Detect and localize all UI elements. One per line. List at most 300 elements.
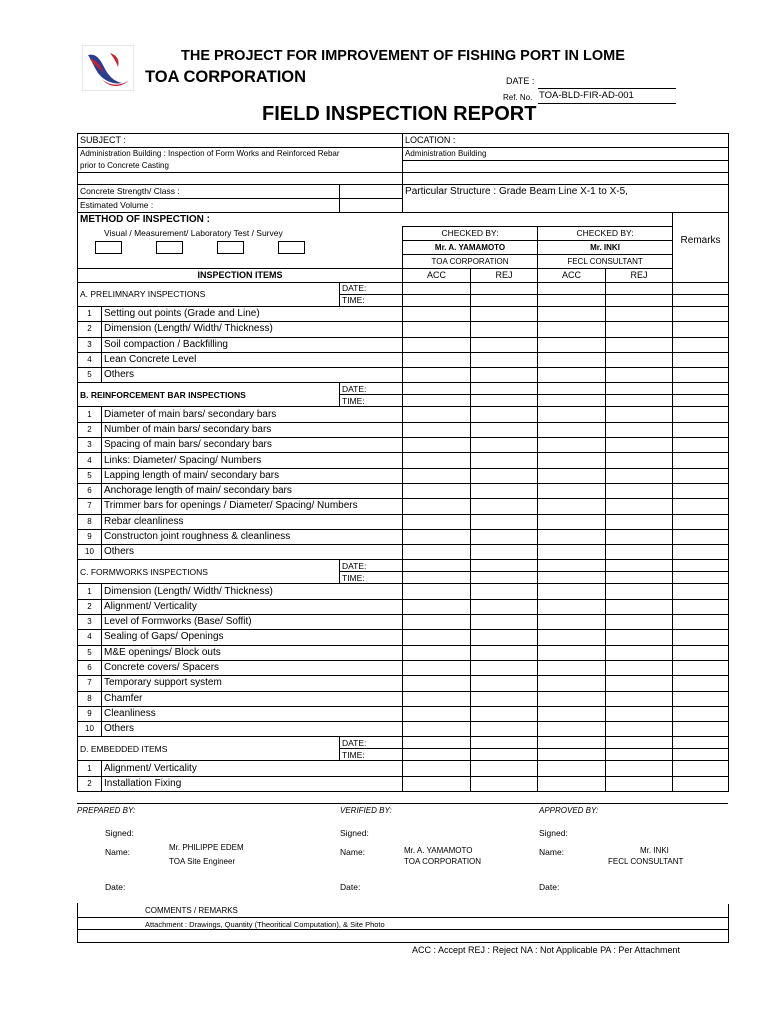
lab-test-checkbox[interactable]	[217, 241, 244, 254]
rej-cell-2[interactable]	[606, 468, 673, 483]
acc-cell-2[interactable]	[538, 615, 606, 630]
item-label: Concrete covers/ Spacers	[102, 660, 403, 675]
section-time-label: TIME:	[340, 572, 403, 584]
item-number: 4	[78, 453, 102, 468]
table-row	[78, 468, 729, 483]
item-label: Constructon joint roughness & cleanliness	[102, 529, 403, 544]
section-time-cell[interactable]	[606, 749, 673, 761]
acc-cell-2[interactable]	[538, 438, 606, 453]
acc-cell-2[interactable]	[538, 407, 606, 422]
table-row	[78, 615, 729, 630]
rej-cell-1[interactable]	[471, 407, 538, 422]
remarks-cell[interactable]	[673, 529, 729, 544]
rej-cell-1[interactable]	[471, 660, 538, 675]
item-number: 9	[78, 529, 102, 544]
item-number: 2	[78, 599, 102, 614]
rej-cell-1[interactable]	[471, 514, 538, 529]
remarks-cell[interactable]	[673, 545, 729, 560]
company-logo	[82, 45, 134, 91]
section-time-cell[interactable]	[403, 749, 471, 761]
acc-cell-2[interactable]	[538, 676, 606, 691]
rej-cell-1[interactable]	[471, 453, 538, 468]
measurement-checkbox[interactable]	[156, 241, 183, 254]
remarks-cell[interactable]	[673, 438, 729, 453]
table-row	[78, 630, 729, 645]
rej-cell-2[interactable]	[606, 438, 673, 453]
rej-cell-2[interactable]	[606, 545, 673, 560]
approved-by-label: APPROVED BY:	[539, 806, 599, 815]
section-date-label: DATE:	[340, 737, 403, 749]
item-number: 2	[78, 422, 102, 437]
table-row	[78, 499, 729, 514]
item-number: 8	[78, 691, 102, 706]
remarks-cell[interactable]	[673, 599, 729, 614]
item-label: Others	[102, 368, 403, 383]
section-time-cell[interactable]	[606, 295, 673, 307]
section-date-cell[interactable]	[471, 383, 538, 395]
acc-cell-2[interactable]	[538, 468, 606, 483]
item-number: 8	[78, 514, 102, 529]
rej-cell-2[interactable]	[606, 407, 673, 422]
item-number: 4	[78, 352, 102, 367]
acc-cell-1[interactable]	[403, 529, 471, 544]
section-time-cell[interactable]	[673, 395, 729, 407]
rej-cell-2[interactable]	[606, 584, 673, 599]
section-date-cell[interactable]	[606, 737, 673, 749]
rej-cell-1[interactable]	[471, 322, 538, 337]
table-row	[78, 407, 729, 422]
remarks-cell[interactable]	[673, 514, 729, 529]
rej-header-2: REJ	[606, 269, 673, 283]
item-label: Soil compaction / Backfilling	[102, 337, 403, 352]
rej-cell-1[interactable]	[471, 615, 538, 630]
estimated-volume-value[interactable]	[340, 199, 403, 213]
visual-checkbox[interactable]	[95, 241, 122, 254]
rej-cell-1[interactable]	[471, 483, 538, 498]
item-number: 10	[78, 545, 102, 560]
table-row	[78, 691, 729, 706]
checked-by-label-2: CHECKED BY:	[538, 227, 673, 241]
acc-cell-1[interactable]	[403, 322, 471, 337]
inspection-form	[77, 133, 729, 792]
rej-cell-1[interactable]	[471, 352, 538, 367]
prepared-signed-label: Signed:	[105, 828, 134, 838]
item-number: 3	[78, 438, 102, 453]
section-time-cell[interactable]	[538, 749, 606, 761]
item-label: Sealing of Gaps/ Openings	[102, 630, 403, 645]
section-time-cell[interactable]	[538, 572, 606, 584]
location-value: Administration Building	[403, 148, 729, 161]
survey-checkbox[interactable]	[278, 241, 305, 254]
acc-cell-1[interactable]	[403, 545, 471, 560]
section-date-cell[interactable]	[538, 383, 606, 395]
prepared-by-label: PREPARED BY:	[77, 806, 136, 815]
acc-cell-1[interactable]	[403, 615, 471, 630]
rej-cell-1[interactable]	[471, 529, 538, 544]
acc-cell-2[interactable]	[538, 453, 606, 468]
section-time-cell[interactable]	[673, 572, 729, 584]
acc-cell-1[interactable]	[403, 337, 471, 352]
item-number: 4	[78, 630, 102, 645]
prepared-title: TOA Site Engineer	[169, 857, 236, 866]
section-time-cell[interactable]	[471, 295, 538, 307]
rej-cell-2[interactable]	[606, 514, 673, 529]
acc-cell-1[interactable]	[403, 584, 471, 599]
remarks-cell[interactable]	[673, 706, 729, 721]
section-date-cell[interactable]	[403, 737, 471, 749]
acc-cell-2[interactable]	[538, 529, 606, 544]
acc-cell-2[interactable]	[538, 599, 606, 614]
section-date-cell[interactable]	[403, 283, 471, 295]
item-label: Rebar cleanliness	[102, 514, 403, 529]
location-blank	[403, 161, 729, 173]
acc-cell-2[interactable]	[538, 483, 606, 498]
acc-cell-1[interactable]	[403, 307, 471, 322]
item-number: 3	[78, 615, 102, 630]
item-label: Chamfer	[102, 691, 403, 706]
prepared-name-label: Name:	[105, 847, 131, 857]
legend: ACC : Accept REJ : Reject NA : Not Applicable PA : Per Attachment	[412, 945, 680, 955]
rej-cell-1[interactable]	[471, 499, 538, 514]
acc-cell-2[interactable]	[538, 352, 606, 367]
remarks-cell[interactable]	[673, 691, 729, 706]
remarks-cell[interactable]	[673, 322, 729, 337]
remarks-cell[interactable]	[673, 368, 729, 383]
remarks-cell[interactable]	[673, 422, 729, 437]
rej-cell-1[interactable]	[471, 645, 538, 660]
acc-cell-1[interactable]	[403, 422, 471, 437]
approved-name-label: Name:	[539, 847, 565, 857]
item-number: 5	[78, 645, 102, 660]
section-date-cell[interactable]	[673, 283, 729, 295]
particular-structure: Particular Structure : Grade Beam Line X-1 to X-5,	[403, 185, 729, 213]
item-label: Others	[102, 545, 403, 560]
rej-cell-1[interactable]	[471, 337, 538, 352]
section-time-cell[interactable]	[538, 295, 606, 307]
estimated-volume-label: Estimated Volume :	[78, 199, 340, 213]
acc-cell-2[interactable]	[538, 368, 606, 383]
section-time-cell[interactable]	[403, 572, 471, 584]
item-number: 1	[78, 407, 102, 422]
section-date-cell[interactable]	[471, 737, 538, 749]
acc-cell-2[interactable]	[538, 691, 606, 706]
acc-cell-1[interactable]	[403, 691, 471, 706]
item-label: Lapping length of main/ secondary bars	[102, 468, 403, 483]
item-label: Spacing of main bars/ secondary bars	[102, 438, 403, 453]
location-label: LOCATION :	[403, 134, 729, 148]
date-line	[538, 88, 676, 89]
checker1-name: Mr. A. YAMAMOTO	[403, 241, 538, 255]
rej-cell-2[interactable]	[606, 599, 673, 614]
report-title: FIELD INSPECTION REPORT	[262, 103, 537, 125]
rej-cell-2[interactable]	[606, 776, 673, 791]
section-title: A. PRELIMNARY INSPECTIONS	[78, 283, 340, 307]
item-label: Anchorage length of main/ secondary bars	[102, 483, 403, 498]
table-row	[78, 645, 729, 660]
remarks-cell[interactable]	[673, 722, 729, 737]
item-label: Level of Formworks (Base/ Soffit)	[102, 615, 403, 630]
ref-value: TOA-BLD-FIR-AD-001	[539, 90, 634, 101]
remarks-cell[interactable]	[673, 615, 729, 630]
acc-cell-2[interactable]	[538, 645, 606, 660]
section-time-cell[interactable]	[538, 395, 606, 407]
rej-cell-1[interactable]	[471, 545, 538, 560]
rej-cell-2[interactable]	[606, 499, 673, 514]
acc-header-2: ACC	[538, 269, 606, 283]
rej-cell-2[interactable]	[606, 422, 673, 437]
section-date-cell[interactable]	[606, 383, 673, 395]
remarks-cell[interactable]	[673, 407, 729, 422]
section-time-cell[interactable]	[673, 295, 729, 307]
acc-cell-1[interactable]	[403, 514, 471, 529]
acc-cell-1[interactable]	[403, 599, 471, 614]
item-label: Dimension (Length/ Width/ Thickness)	[102, 584, 403, 599]
section-date-cell[interactable]	[538, 737, 606, 749]
section-date-cell[interactable]	[673, 737, 729, 749]
section-time-cell[interactable]	[673, 749, 729, 761]
section-date-cell[interactable]	[606, 283, 673, 295]
section-date-label: DATE:	[340, 560, 403, 572]
item-number: 2	[78, 776, 102, 791]
checker2-name: Mr. INKI	[538, 241, 673, 255]
rej-cell-2[interactable]	[606, 630, 673, 645]
acc-cell-2[interactable]	[538, 422, 606, 437]
remarks-cell[interactable]	[673, 630, 729, 645]
rej-cell-2[interactable]	[606, 645, 673, 660]
acc-cell-1[interactable]	[403, 352, 471, 367]
remarks-cell[interactable]	[673, 453, 729, 468]
rej-cell-2[interactable]	[606, 676, 673, 691]
item-label: Alignment/ Verticality	[102, 599, 403, 614]
acc-cell-2[interactable]	[538, 706, 606, 721]
item-label: Number of main bars/ secondary bars	[102, 422, 403, 437]
rej-cell-1[interactable]	[471, 676, 538, 691]
acc-cell-1[interactable]	[403, 499, 471, 514]
item-number: 10	[78, 722, 102, 737]
acc-header-1: ACC	[403, 269, 471, 283]
attachment-note: Attachment : Drawings, Quantity (Theoritical Computation), & Site Photo	[145, 920, 385, 929]
acc-cell-1[interactable]	[403, 407, 471, 422]
table-row	[78, 584, 729, 599]
rej-cell-2[interactable]	[606, 722, 673, 737]
acc-cell-2[interactable]	[538, 584, 606, 599]
subject-label: SUBJECT :	[78, 134, 403, 148]
project-title: THE PROJECT FOR IMPROVEMENT OF FISHING PORT IN LOME	[181, 48, 625, 64]
section-date-cell[interactable]	[471, 560, 538, 572]
table-row	[78, 453, 729, 468]
table-row	[78, 529, 729, 544]
acc-cell-1[interactable]	[403, 776, 471, 791]
rej-cell-1[interactable]	[471, 422, 538, 437]
section-title: C. FORMWORKS INSPECTIONS	[78, 560, 340, 584]
rej-cell-1[interactable]	[471, 599, 538, 614]
rej-cell-1[interactable]	[471, 722, 538, 737]
verified-by-label: VERIFIED BY:	[340, 806, 392, 815]
table-row	[78, 352, 729, 367]
acc-cell-2[interactable]	[538, 307, 606, 322]
remarks-cell[interactable]	[673, 660, 729, 675]
rej-cell-1[interactable]	[471, 584, 538, 599]
subject-value-line1: Administration Building : Inspection of Form Works and Reinforced Rebar	[78, 148, 403, 161]
remarks-cell[interactable]	[673, 468, 729, 483]
rej-cell-1[interactable]	[471, 468, 538, 483]
section-date-cell[interactable]	[403, 383, 471, 395]
rej-cell-2[interactable]	[606, 761, 673, 776]
rej-cell-1[interactable]	[471, 706, 538, 721]
item-label: M&E openings/ Block outs	[102, 645, 403, 660]
comments-label: COMMENTS / REMARKS	[145, 906, 238, 915]
remarks-cell[interactable]	[673, 499, 729, 514]
subject-blank	[78, 173, 403, 185]
item-label: Dimension (Length/ Width/ Thickness)	[102, 322, 403, 337]
item-label: Trimmer bars for openings / Diameter/ Spacing/ Numbers	[102, 499, 403, 514]
table-row	[78, 706, 729, 721]
remarks-cell[interactable]	[673, 337, 729, 352]
item-number: 5	[78, 368, 102, 383]
section-time-cell[interactable]	[471, 749, 538, 761]
acc-cell-2[interactable]	[538, 660, 606, 675]
acc-cell-1[interactable]	[403, 645, 471, 660]
section-date-cell[interactable]	[471, 283, 538, 295]
rej-cell-1[interactable]	[471, 691, 538, 706]
acc-cell-2[interactable]	[538, 337, 606, 352]
section-time-cell[interactable]	[403, 295, 471, 307]
acc-cell-2[interactable]	[538, 630, 606, 645]
approved-date-label: Date:	[539, 882, 560, 892]
item-number: 1	[78, 584, 102, 599]
item-number: 3	[78, 337, 102, 352]
ref-line	[538, 103, 676, 104]
rej-cell-2[interactable]	[606, 322, 673, 337]
remarks-cell[interactable]	[673, 352, 729, 367]
remarks-cell[interactable]	[673, 776, 729, 791]
rej-cell-1[interactable]	[471, 368, 538, 383]
item-number: 5	[78, 468, 102, 483]
rej-cell-1[interactable]	[471, 776, 538, 791]
table-row	[78, 307, 729, 322]
rej-cell-2[interactable]	[606, 691, 673, 706]
table-row	[78, 483, 729, 498]
verified-signed-label: Signed:	[340, 828, 369, 838]
company-name: TOA CORPORATION	[145, 68, 307, 86]
table-row	[78, 676, 729, 691]
item-label: Others	[102, 722, 403, 737]
remarks-cell[interactable]	[673, 584, 729, 599]
acc-cell-1[interactable]	[403, 368, 471, 383]
remarks-cell[interactable]	[673, 761, 729, 776]
acc-cell-1[interactable]	[403, 660, 471, 675]
rej-cell-2[interactable]	[606, 453, 673, 468]
rej-cell-2[interactable]	[606, 529, 673, 544]
verified-name-label: Name:	[340, 847, 366, 857]
acc-cell-2[interactable]	[538, 322, 606, 337]
acc-cell-2[interactable]	[538, 722, 606, 737]
rej-cell-2[interactable]	[606, 483, 673, 498]
concrete-strength-value[interactable]	[340, 185, 403, 199]
item-number: 1	[78, 307, 102, 322]
rej-cell-1[interactable]	[471, 630, 538, 645]
acc-cell-1[interactable]	[403, 438, 471, 453]
acc-cell-2[interactable]	[538, 514, 606, 529]
item-number: 6	[78, 660, 102, 675]
acc-cell-1[interactable]	[403, 453, 471, 468]
item-label: Temporary support system	[102, 676, 403, 691]
acc-cell-1[interactable]	[403, 468, 471, 483]
section-time-cell[interactable]	[403, 395, 471, 407]
acc-cell-2[interactable]	[538, 499, 606, 514]
rej-cell-2[interactable]	[606, 337, 673, 352]
item-label: Alignment/ Verticality	[102, 761, 403, 776]
checked-by-label-1: CHECKED BY:	[403, 227, 538, 241]
rej-cell-2[interactable]	[606, 352, 673, 367]
subject-value-line2: prior to Concrete Casting	[78, 161, 403, 173]
location-blank-2	[403, 173, 729, 185]
rej-header-1: REJ	[471, 269, 538, 283]
section-date-cell[interactable]	[673, 383, 729, 395]
method-label: METHOD OF INSPECTION :	[78, 213, 673, 227]
rej-cell-1[interactable]	[471, 761, 538, 776]
table-row	[78, 776, 729, 791]
signature-top-line	[77, 803, 728, 804]
rej-cell-1[interactable]	[471, 438, 538, 453]
rej-cell-2[interactable]	[606, 307, 673, 322]
ref-label: Ref. No.	[503, 93, 533, 102]
section-time-cell[interactable]	[606, 572, 673, 584]
rej-cell-1[interactable]	[471, 307, 538, 322]
remarks-cell[interactable]	[673, 676, 729, 691]
remarks-cell[interactable]	[673, 483, 729, 498]
section-time-cell[interactable]	[606, 395, 673, 407]
acc-cell-2[interactable]	[538, 776, 606, 791]
table-row	[78, 514, 729, 529]
method-types: Visual / Measurement/ Laboratory Test / Survey	[78, 227, 403, 241]
remarks-cell[interactable]	[673, 645, 729, 660]
remarks-cell[interactable]	[673, 307, 729, 322]
approved-title: FECL CONSULTANT	[608, 857, 684, 866]
acc-cell-1[interactable]	[403, 761, 471, 776]
item-label: Lean Concrete Level	[102, 352, 403, 367]
section-date-cell[interactable]	[538, 560, 606, 572]
approved-signed-label: Signed:	[539, 828, 568, 838]
section-title: B. REINFORCEMENT BAR INSPECTIONS	[78, 383, 340, 407]
rej-cell-2[interactable]	[606, 660, 673, 675]
rej-cell-2[interactable]	[606, 615, 673, 630]
section-date-cell[interactable]	[606, 560, 673, 572]
table-row	[78, 545, 729, 560]
acc-cell-1[interactable]	[403, 483, 471, 498]
verified-name: Mr. A. YAMAMOTO	[404, 846, 473, 855]
acc-cell-1[interactable]	[403, 630, 471, 645]
section-time-cell[interactable]	[471, 572, 538, 584]
section-date-cell[interactable]	[538, 283, 606, 295]
rej-cell-2[interactable]	[606, 706, 673, 721]
section-date-cell[interactable]	[673, 560, 729, 572]
acc-cell-1[interactable]	[403, 722, 471, 737]
rej-cell-2[interactable]	[606, 368, 673, 383]
verified-date-label: Date:	[340, 882, 361, 892]
acc-cell-1[interactable]	[403, 706, 471, 721]
item-label: Links: Diameter/ Spacing/ Numbers	[102, 453, 403, 468]
section-time-cell[interactable]	[471, 395, 538, 407]
acc-cell-2[interactable]	[538, 545, 606, 560]
item-number: 9	[78, 706, 102, 721]
section-date-cell[interactable]	[403, 560, 471, 572]
table-row	[78, 599, 729, 614]
acc-cell-2[interactable]	[538, 761, 606, 776]
table-row	[78, 722, 729, 737]
table-row	[78, 438, 729, 453]
acc-cell-1[interactable]	[403, 676, 471, 691]
